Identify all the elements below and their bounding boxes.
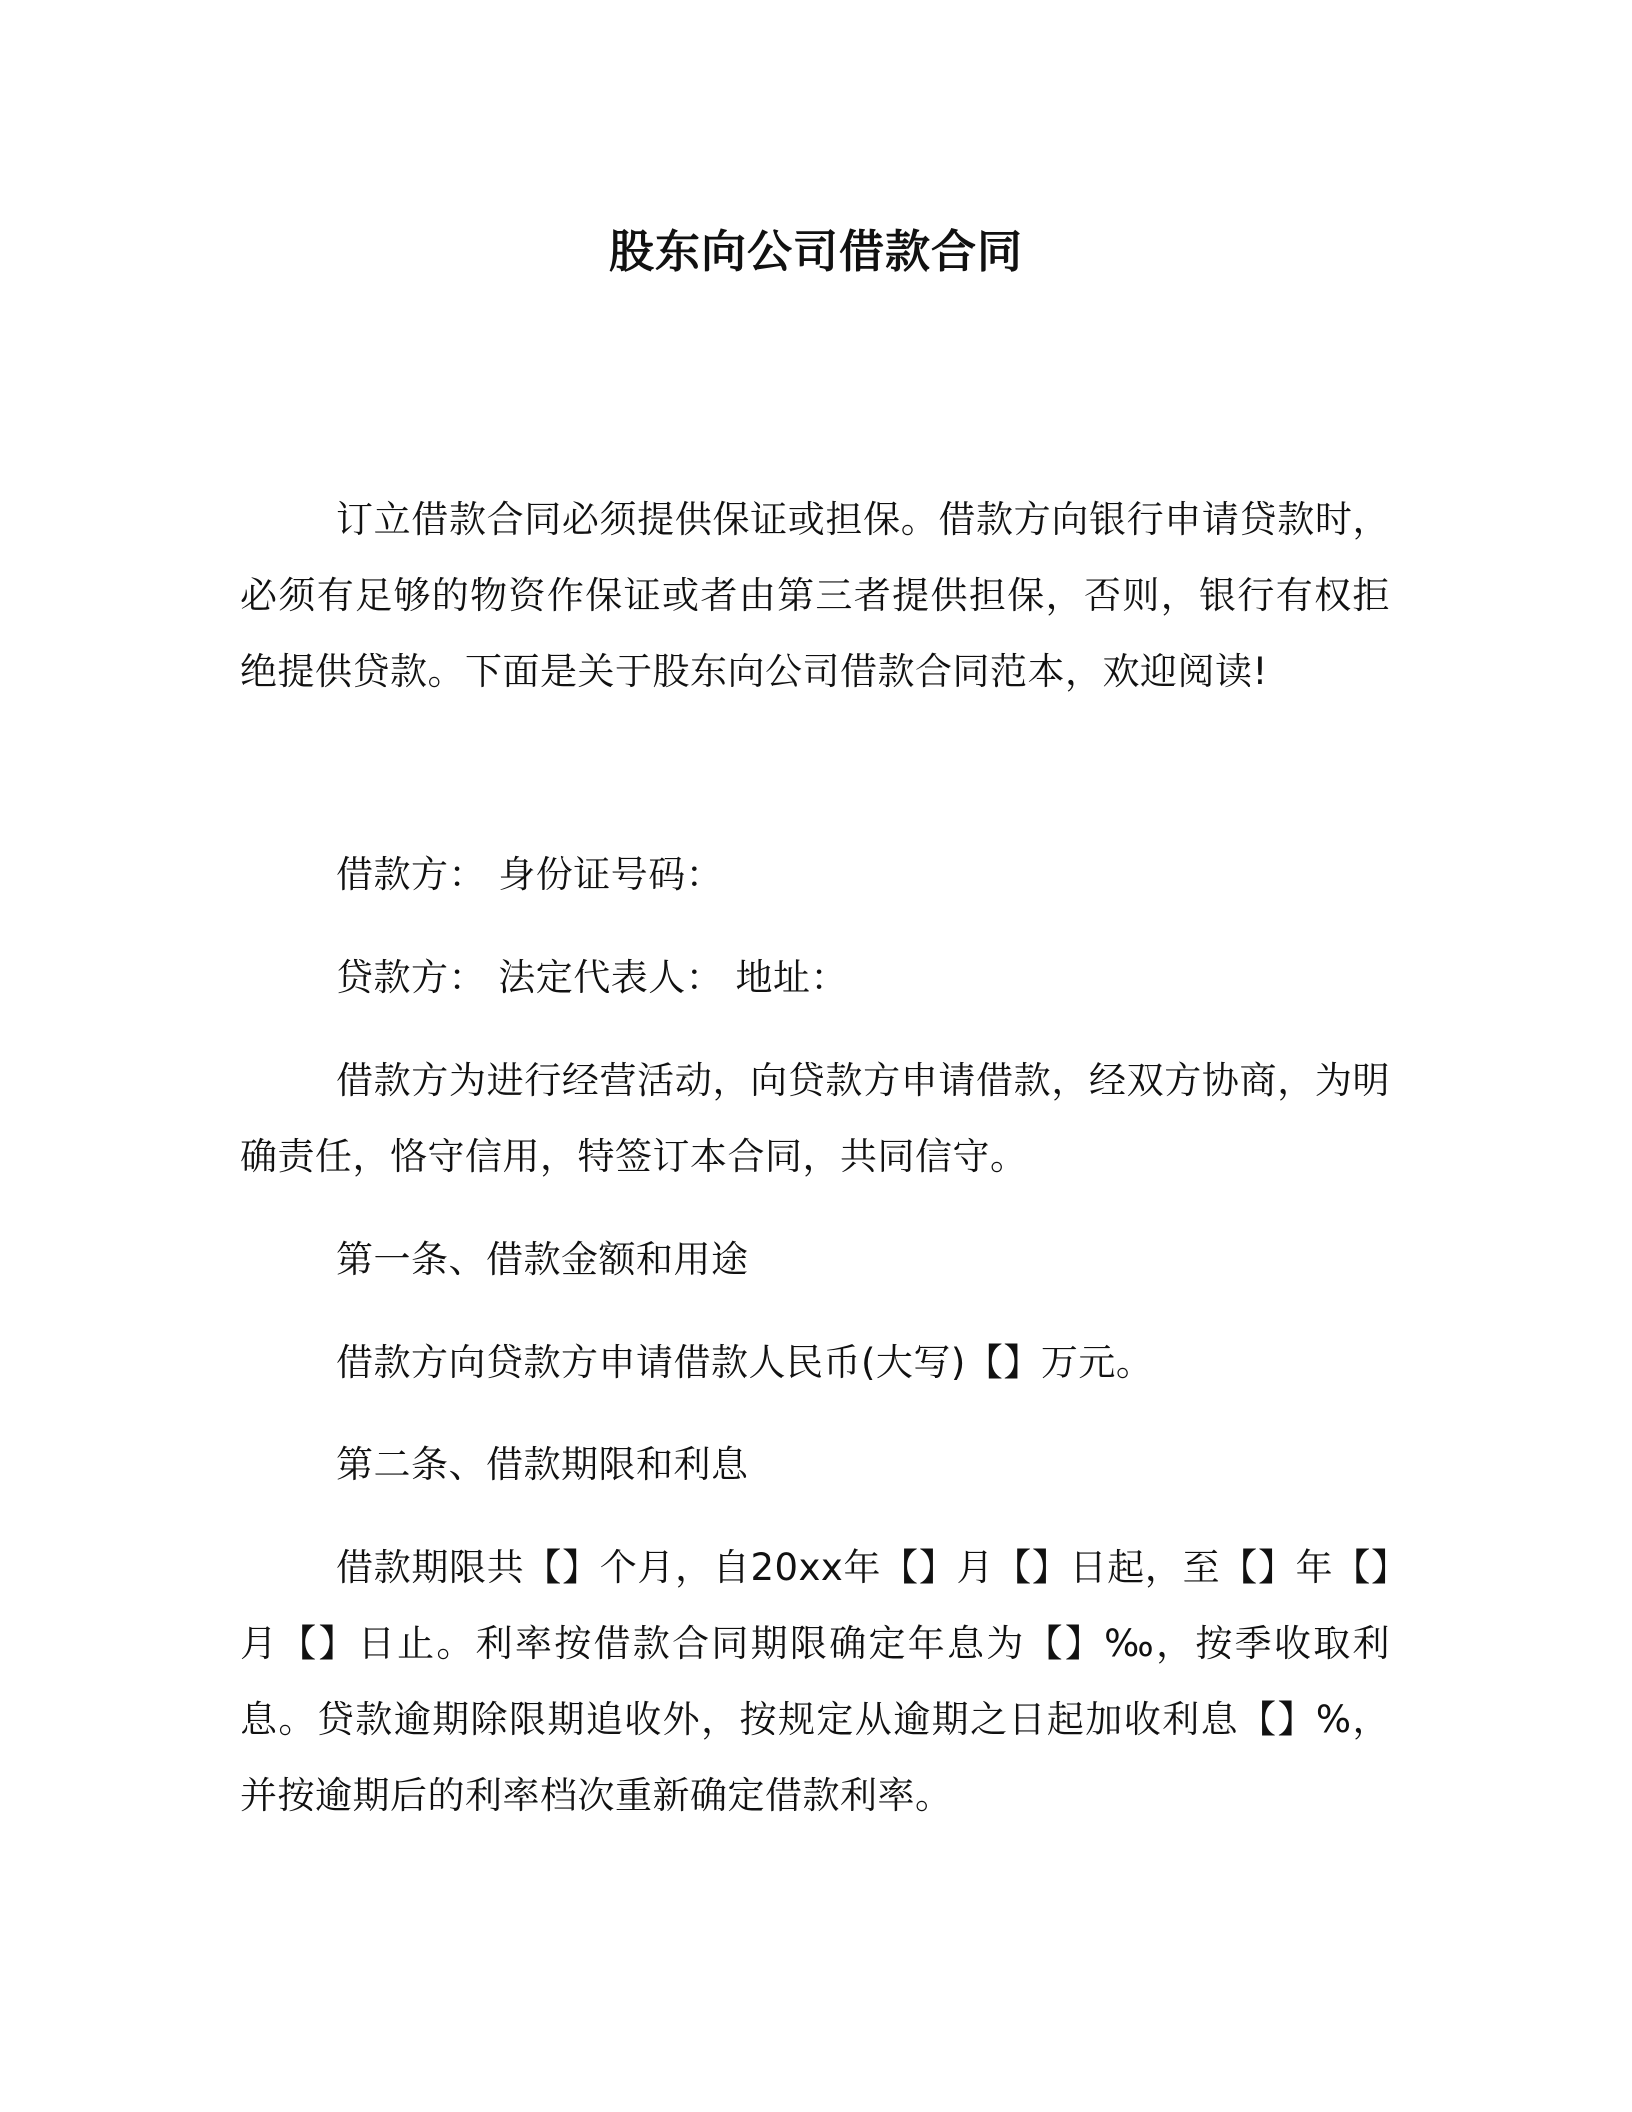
article-1-heading: 第一条、借款金额和用途 [336, 1238, 749, 1281]
article-2-text: 借款期限共【】个月，自20xx年【】月【】日起，至【】年【】月【】日止。利率按借款合同期限确定年息为【】‰，按季收取利息。贷款逾期除限期追收外，按规定从逾期之日起加收利息【】%，并按逾期后的利率档次重新确定借款利率。 [240, 1546, 1390, 1817]
intro-paragraph: 订立借款合同必须提供保证或担保。借款方向银行申请贷款时，必须有足够的物资作保证或者由第三者提供担保，否则，银行有权拒绝提供贷款。下面是关于股东向公司借款合同范本，欢迎阅读! [240, 498, 1390, 693]
borrower-line: 借款方： 身份证号码： [336, 853, 724, 896]
purpose-paragraph: 借款方为进行经营活动，向贷款方申请借款，经双方协商，为明确责任，恪守信用，特签订本合同，共同信守。 [240, 1059, 1390, 1178]
document-title: 股东向公司借款合同 [608, 225, 1023, 278]
article-2-heading: 第二条、借款期限和利息 [336, 1443, 749, 1486]
article-1-text: 借款方向贷款方申请借款人民币(大写)【】万元。 [336, 1341, 1154, 1384]
lender-line: 贷款方： 法定代表人： 地址： [336, 956, 849, 999]
